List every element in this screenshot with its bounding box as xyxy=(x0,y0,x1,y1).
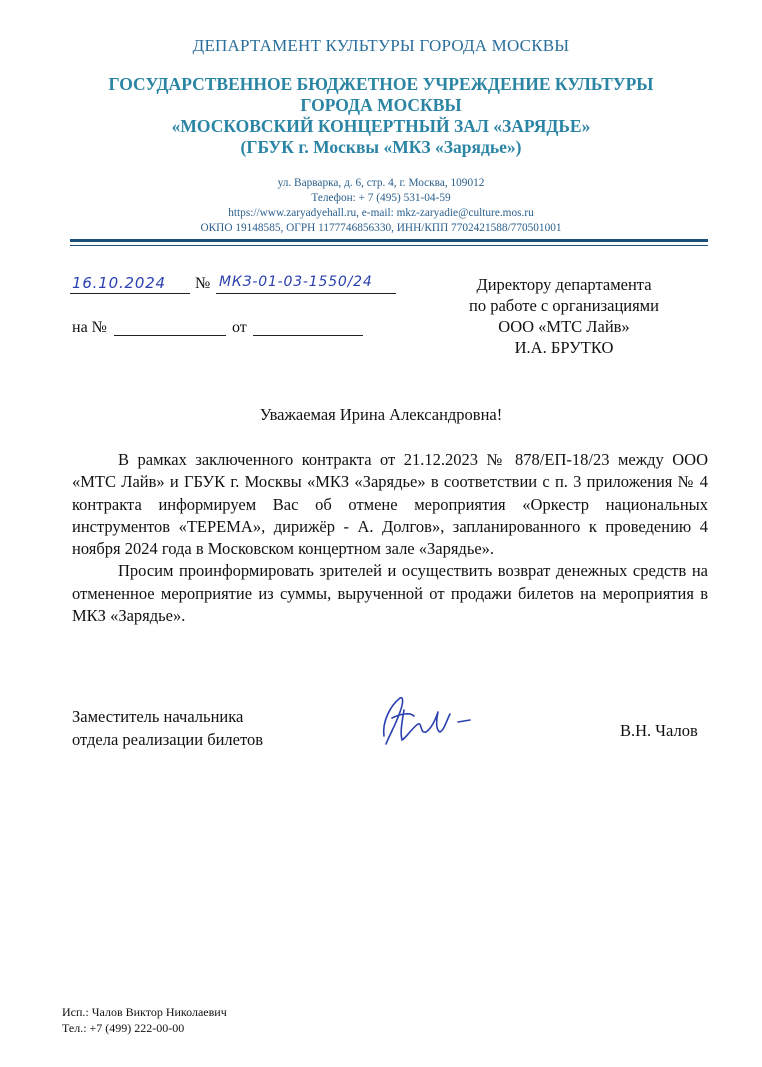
handwritten-signature xyxy=(370,688,490,758)
organization-name-line-2: ГОРОДА МОСКВЫ xyxy=(300,95,462,115)
addressee-line-2: по работе с организациями xyxy=(469,296,659,315)
addressee-name: И.А. БРУТКО xyxy=(514,338,614,357)
letter-body xyxy=(72,449,708,627)
organization-short-name: (ГБУК г. Москвы «МКЗ «Зарядье») xyxy=(240,137,522,157)
outgoing-number: МКЗ-01-03-1550/24 xyxy=(219,274,373,290)
addressee-line-1: Директору департамента xyxy=(476,275,652,294)
reference-date-blank xyxy=(253,335,363,336)
number-sign: № xyxy=(195,275,211,292)
address-line: ул. Варварка, д. 6, стр. 4, г. Москва, 109012 xyxy=(277,177,485,189)
reference-number-blank xyxy=(114,335,226,336)
body-paragraph-2: Просим проинформировать зрителей и осуществить возврат денежных средств на отмененное мероприятие из суммы, вырученной от продажи билетов на мероприятия в МКЗ «Зарядье». xyxy=(72,561,708,626)
signatory-name: В.Н. Чалов xyxy=(620,721,698,740)
signatory-position xyxy=(72,705,263,751)
date-underline xyxy=(70,293,190,294)
reference-number-label: на № xyxy=(72,319,107,336)
department-title: ДЕПАРТАМЕНТ КУЛЬТУРЫ ГОРОДА МОСКВЫ xyxy=(192,36,570,55)
signatory-position-line-1: Заместитель начальника xyxy=(72,707,244,726)
addressee-organization: ООО «МТС Лайв» xyxy=(498,317,630,336)
executor-name: Исп.: Чалов Виктор Николаевич xyxy=(62,1005,227,1019)
organization-name-line-1: ГОСУДАРСТВЕННОЕ БЮДЖЕТНОЕ УЧРЕЖДЕНИЕ КУЛЬТУРЫ xyxy=(108,74,654,94)
phone-line: Телефон: + 7 (495) 531-04-59 xyxy=(311,192,451,204)
letterhead-rule-thin xyxy=(70,245,708,246)
outgoing-date: 16.10.2024 xyxy=(72,274,166,292)
greeting: Уважаемая Ирина Александровна! xyxy=(259,405,503,424)
letterhead-rule-thick xyxy=(70,239,708,242)
web-email-line: https://www.zaryadyehall.ru, e-mail: mkz-zaryadie@culture.mos.ru xyxy=(228,207,534,219)
number-underline xyxy=(216,293,396,294)
executor-info xyxy=(62,1004,227,1036)
signatory-position-line-2: отдела реализации билетов xyxy=(72,730,264,749)
executor-phone: Тел.: +7 (499) 222-00-00 xyxy=(62,1021,185,1035)
reference-date-label: от xyxy=(232,319,247,336)
body-paragraph-1: В рамках заключенного контракта от 21.12.2023 № 878/ЕП-18/23 между ООО «МТС Лайв» и ГБУК г. Москвы «МКЗ «Зарядье» в соответствии с п. 3 приложения № 4 контракта информируем Вас об отмене мероприятия «Оркестр национальных инструментов «ТЕРЕМА», дирижёр - А. Долгов», запланированного к проведению 4 ноября 2024 года в Московском концертном зале «Зарядье». xyxy=(72,450,708,559)
registration-codes-line: ОКПО 19148585, ОГРН 1177746856330, ИНН/КПП 7702421588/770501001 xyxy=(200,222,562,234)
organization-name-line-3: «МОСКОВСКИЙ КОНЦЕРТНЫЙ ЗАЛ «ЗАРЯДЬЕ» xyxy=(171,116,591,136)
